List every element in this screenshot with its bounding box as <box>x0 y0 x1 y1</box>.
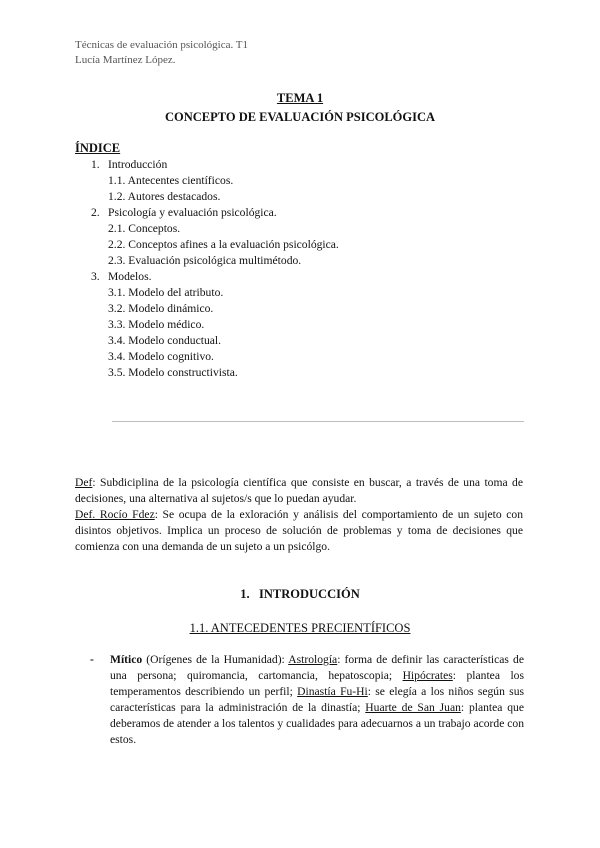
definition-text: : Se ocupa de la exloración y análisis del comportamiento de un sujeto con disintos objetivos. Implica un proceso de solución de problemas y toma de decisiones que comienza con una demanda de un sujeto a un psicólgo. <box>75 508 523 553</box>
toc-subitem: 3.4. Modelo conductual. <box>108 334 222 347</box>
bullet-term: Mítico <box>110 653 143 666</box>
page-header <box>75 38 248 68</box>
toc-item <box>75 205 339 221</box>
bullet-keyword: Dinastía Fu-Hi <box>297 685 368 698</box>
toc-label: Psicología y evaluación psicológica. <box>108 206 277 219</box>
toc-number: 2. <box>91 206 100 219</box>
toc-label: Introducción <box>108 158 168 171</box>
tema-title: TEMA 1 <box>276 91 324 105</box>
toc-subitem: 2.1. Conceptos. <box>108 222 181 235</box>
bullet-paragraph <box>110 652 524 748</box>
header-course: Técnicas de evaluación psicológica. T1 <box>75 39 248 51</box>
definition-label: Def <box>75 476 93 489</box>
toc-subitem: 1.2. Autores destacados. <box>108 190 221 203</box>
bullet-text: : forma de definir las características de una persona; quiromancia, cartomancia, hepatoscopia; <box>110 653 524 682</box>
toc-number: 3. <box>91 270 100 283</box>
toc-subitem: 2.2. Conceptos afines a la evaluación psicológica. <box>108 238 339 251</box>
bullet-text: : plantea los temperamentos describiendo un perfil; <box>110 669 524 698</box>
tema-subtitle: CONCEPTO DE EVALUACIÓN PSICOLÓGICA <box>164 110 436 124</box>
definition-2 <box>75 507 523 555</box>
header-author: Lucía Martínez López. <box>75 54 176 66</box>
toc-subitem: 3.5. Modelo constructivista. <box>108 366 238 379</box>
bullet-text: : plantea que deberamos de atender a los talentos y cualidades para adecuarnos a un trabajo acorde con estos. <box>110 701 525 746</box>
bullet-keyword: Astrología <box>288 653 338 666</box>
definition-1 <box>75 475 523 507</box>
index-heading: ÍNDICE <box>75 141 121 155</box>
toc-subitem: 1.1. Antecentes científicos. <box>108 174 234 187</box>
bullet-marker: - <box>90 653 94 666</box>
subsection-heading: 1.1. ANTECEDENTES PRECIENTÍFICOS <box>189 621 411 635</box>
bullet-text: (Orígenes de la Humanidad): <box>142 653 289 666</box>
bullet-keyword: Huarte de San Juan <box>365 701 461 714</box>
bullet-keyword: Hipócrates <box>402 669 453 682</box>
bullet-text: : se elegía a los niños según sus características para la administración de la dinastía; <box>110 685 525 714</box>
section-heading: 1. INTRODUCCIÓN <box>240 587 360 601</box>
definition-label: Def. Rocío Fdez <box>75 508 155 521</box>
definitions-block <box>75 475 523 555</box>
toc-number: 1. <box>91 158 100 171</box>
toc-label: Modelos. <box>108 270 152 283</box>
toc-subitem: 3.3. Modelo médico. <box>108 318 205 331</box>
toc-item <box>75 157 339 173</box>
toc-subitem: 3.2. Modelo dinámico. <box>108 302 214 315</box>
toc-item <box>75 269 339 285</box>
horizontal-divider <box>112 421 524 422</box>
definition-text: : Subdiciplina de la psicología científica que consiste en buscar, a través de una toma de decisiones, una alternativa al sujetos/s que lo puedan ayudar. <box>75 476 523 505</box>
toc-subitem: 3.4. Modelo cognitivo. <box>108 350 214 363</box>
toc-subitem: 3.1. Modelo del atributo. <box>108 286 224 299</box>
table-of-contents <box>75 157 339 381</box>
toc-subitem: 2.3. Evaluación psicológica multimétodo. <box>108 254 302 267</box>
